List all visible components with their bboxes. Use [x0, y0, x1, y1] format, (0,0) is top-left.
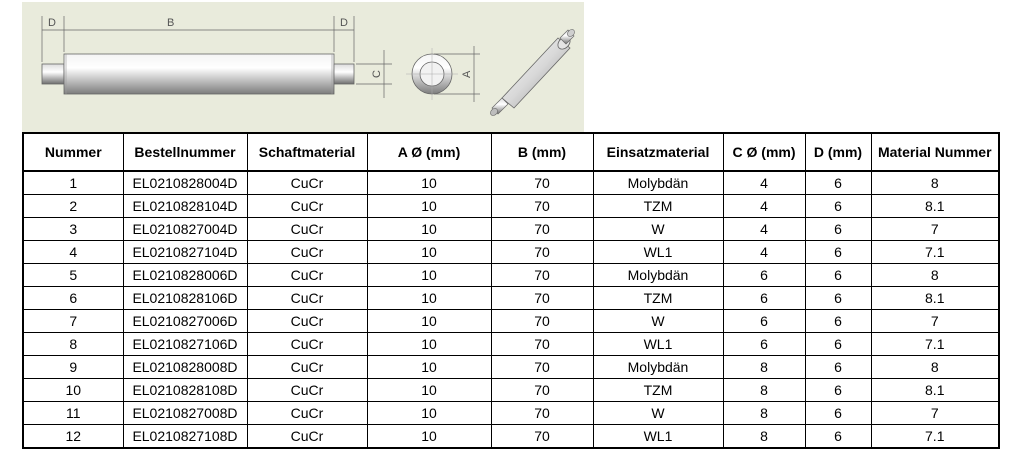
dimension-label-b: B	[167, 17, 175, 29]
cell-bestellnummer: EL0210828008D	[123, 356, 247, 379]
cell-a-durchmesser: 10	[367, 171, 491, 195]
cell-material-nummer: 8	[871, 264, 999, 287]
cell-b-laenge: 70	[491, 310, 593, 333]
table-header-row	[23, 133, 999, 171]
cell-c-durchmesser: 4	[723, 195, 805, 218]
column-header-d-laenge: D (mm)	[805, 133, 871, 171]
cell-einsatzmaterial: WL1	[593, 333, 723, 356]
cell-c-durchmesser: 4	[723, 171, 805, 195]
cell-material-nummer: 7.1	[871, 241, 999, 264]
cell-b-laenge: 70	[491, 241, 593, 264]
cell-bestellnummer: EL0210828108D	[123, 379, 247, 402]
cell-d-laenge: 6	[805, 379, 871, 402]
cell-d-laenge: 6	[805, 402, 871, 425]
cell-einsatzmaterial: WL1	[593, 241, 723, 264]
cell-material-nummer: 7.1	[871, 425, 999, 449]
cell-a-durchmesser: 10	[367, 379, 491, 402]
cell-nummer: 9	[23, 356, 123, 379]
cell-schaftmaterial: CuCr	[247, 264, 367, 287]
column-header-bestellnummer: Bestellnummer	[123, 133, 247, 171]
table-row	[23, 333, 999, 356]
cell-c-durchmesser: 8	[723, 356, 805, 379]
cell-schaftmaterial: CuCr	[247, 218, 367, 241]
side-view	[42, 54, 354, 94]
table-body	[23, 171, 999, 448]
cell-nummer: 2	[23, 195, 123, 218]
cell-material-nummer: 8	[871, 356, 999, 379]
cell-d-laenge: 6	[805, 333, 871, 356]
cell-bestellnummer: EL0210828006D	[123, 264, 247, 287]
isometric-view	[489, 28, 576, 117]
cell-b-laenge: 70	[491, 264, 593, 287]
cell-b-laenge: 70	[491, 218, 593, 241]
cell-einsatzmaterial: WL1	[593, 425, 723, 449]
electrode-drawing-svg	[22, 2, 584, 132]
cell-a-durchmesser: 10	[367, 402, 491, 425]
cell-einsatzmaterial: TZM	[593, 287, 723, 310]
cell-nummer: 6	[23, 287, 123, 310]
table-row	[23, 218, 999, 241]
cell-nummer: 3	[23, 218, 123, 241]
table-row	[23, 241, 999, 264]
cell-a-durchmesser: 10	[367, 195, 491, 218]
cell-einsatzmaterial: W	[593, 402, 723, 425]
dimension-label-c: C	[371, 70, 383, 78]
dimension-label-a: A	[461, 70, 473, 78]
cell-c-durchmesser: 6	[723, 333, 805, 356]
cell-nummer: 12	[23, 425, 123, 449]
end-view	[406, 48, 458, 100]
cell-a-durchmesser: 10	[367, 356, 491, 379]
cell-nummer: 4	[23, 241, 123, 264]
column-header-einsatzmaterial: Einsatzmaterial	[593, 133, 723, 171]
cell-bestellnummer: EL0210827108D	[123, 425, 247, 449]
column-header-a-durchmesser: A Ø (mm)	[367, 133, 491, 171]
column-header-nummer: Nummer	[23, 133, 123, 171]
cell-d-laenge: 6	[805, 241, 871, 264]
cell-d-laenge: 6	[805, 310, 871, 333]
table-row	[23, 425, 999, 449]
cell-d-laenge: 6	[805, 195, 871, 218]
cell-material-nummer: 7	[871, 218, 999, 241]
cell-material-nummer: 8	[871, 171, 999, 195]
cell-schaftmaterial: CuCr	[247, 425, 367, 449]
cell-b-laenge: 70	[491, 333, 593, 356]
cell-material-nummer: 7	[871, 402, 999, 425]
cell-b-laenge: 70	[491, 171, 593, 195]
cell-nummer: 1	[23, 171, 123, 195]
technical-drawing	[22, 2, 584, 132]
cell-schaftmaterial: CuCr	[247, 287, 367, 310]
cell-schaftmaterial: CuCr	[247, 356, 367, 379]
cell-d-laenge: 6	[805, 287, 871, 310]
column-header-material-nummer: Material Nummer	[871, 133, 999, 171]
table-row	[23, 171, 999, 195]
cell-d-laenge: 6	[805, 218, 871, 241]
cell-material-nummer: 7	[871, 310, 999, 333]
cell-bestellnummer: EL0210827104D	[123, 241, 247, 264]
cell-c-durchmesser: 8	[723, 379, 805, 402]
table-row	[23, 379, 999, 402]
cell-bestellnummer: EL0210827106D	[123, 333, 247, 356]
cell-b-laenge: 70	[491, 425, 593, 449]
cell-schaftmaterial: CuCr	[247, 241, 367, 264]
cell-a-durchmesser: 10	[367, 425, 491, 449]
cell-nummer: 8	[23, 333, 123, 356]
table-row	[23, 264, 999, 287]
cell-schaftmaterial: CuCr	[247, 310, 367, 333]
cell-material-nummer: 8.1	[871, 287, 999, 310]
table-row	[23, 195, 999, 218]
cell-b-laenge: 70	[491, 402, 593, 425]
column-header-c-durchmesser: C Ø (mm)	[723, 133, 805, 171]
table-row	[23, 402, 999, 425]
dimension-label-d-left: D	[48, 17, 56, 29]
cell-nummer: 7	[23, 310, 123, 333]
cell-einsatzmaterial: TZM	[593, 379, 723, 402]
table-row	[23, 310, 999, 333]
cell-schaftmaterial: CuCr	[247, 171, 367, 195]
cell-bestellnummer: EL0210828104D	[123, 195, 247, 218]
cell-d-laenge: 6	[805, 264, 871, 287]
cell-c-durchmesser: 8	[723, 425, 805, 449]
cell-d-laenge: 6	[805, 425, 871, 449]
cell-c-durchmesser: 6	[723, 310, 805, 333]
table-row	[23, 356, 999, 379]
cell-b-laenge: 70	[491, 287, 593, 310]
cell-bestellnummer: EL0210827006D	[123, 310, 247, 333]
cell-c-durchmesser: 4	[723, 241, 805, 264]
cell-schaftmaterial: CuCr	[247, 402, 367, 425]
table-row	[23, 287, 999, 310]
cell-c-durchmesser: 4	[723, 218, 805, 241]
cell-einsatzmaterial: W	[593, 218, 723, 241]
cell-b-laenge: 70	[491, 195, 593, 218]
cell-material-nummer: 8.1	[871, 195, 999, 218]
column-header-schaftmaterial: Schaftmaterial	[247, 133, 367, 171]
cell-schaftmaterial: CuCr	[247, 379, 367, 402]
cell-einsatzmaterial: TZM	[593, 195, 723, 218]
cell-material-nummer: 8.1	[871, 379, 999, 402]
cell-schaftmaterial: CuCr	[247, 333, 367, 356]
cell-a-durchmesser: 10	[367, 310, 491, 333]
cell-nummer: 5	[23, 264, 123, 287]
dimension-label-d-right: D	[340, 17, 348, 29]
cell-einsatzmaterial: W	[593, 310, 723, 333]
cell-a-durchmesser: 10	[367, 264, 491, 287]
cell-material-nummer: 7.1	[871, 333, 999, 356]
cell-a-durchmesser: 10	[367, 333, 491, 356]
cell-bestellnummer: EL0210827004D	[123, 218, 247, 241]
cell-d-laenge: 6	[805, 171, 871, 195]
cell-einsatzmaterial: Molybdän	[593, 356, 723, 379]
column-header-b-laenge: B (mm)	[491, 133, 593, 171]
cell-c-durchmesser: 6	[723, 264, 805, 287]
cell-bestellnummer: EL0210828004D	[123, 171, 247, 195]
cell-nummer: 11	[23, 402, 123, 425]
cell-d-laenge: 6	[805, 356, 871, 379]
cell-schaftmaterial: CuCr	[247, 195, 367, 218]
electrode-spec-table	[22, 132, 1000, 449]
cell-a-durchmesser: 10	[367, 218, 491, 241]
cell-b-laenge: 70	[491, 356, 593, 379]
cell-nummer: 10	[23, 379, 123, 402]
cell-a-durchmesser: 10	[367, 287, 491, 310]
cell-einsatzmaterial: Molybdän	[593, 264, 723, 287]
cell-a-durchmesser: 10	[367, 241, 491, 264]
cell-c-durchmesser: 6	[723, 287, 805, 310]
cell-einsatzmaterial: Molybdän	[593, 171, 723, 195]
cell-bestellnummer: EL0210827008D	[123, 402, 247, 425]
cell-b-laenge: 70	[491, 379, 593, 402]
cell-bestellnummer: EL0210828106D	[123, 287, 247, 310]
cell-c-durchmesser: 8	[723, 402, 805, 425]
